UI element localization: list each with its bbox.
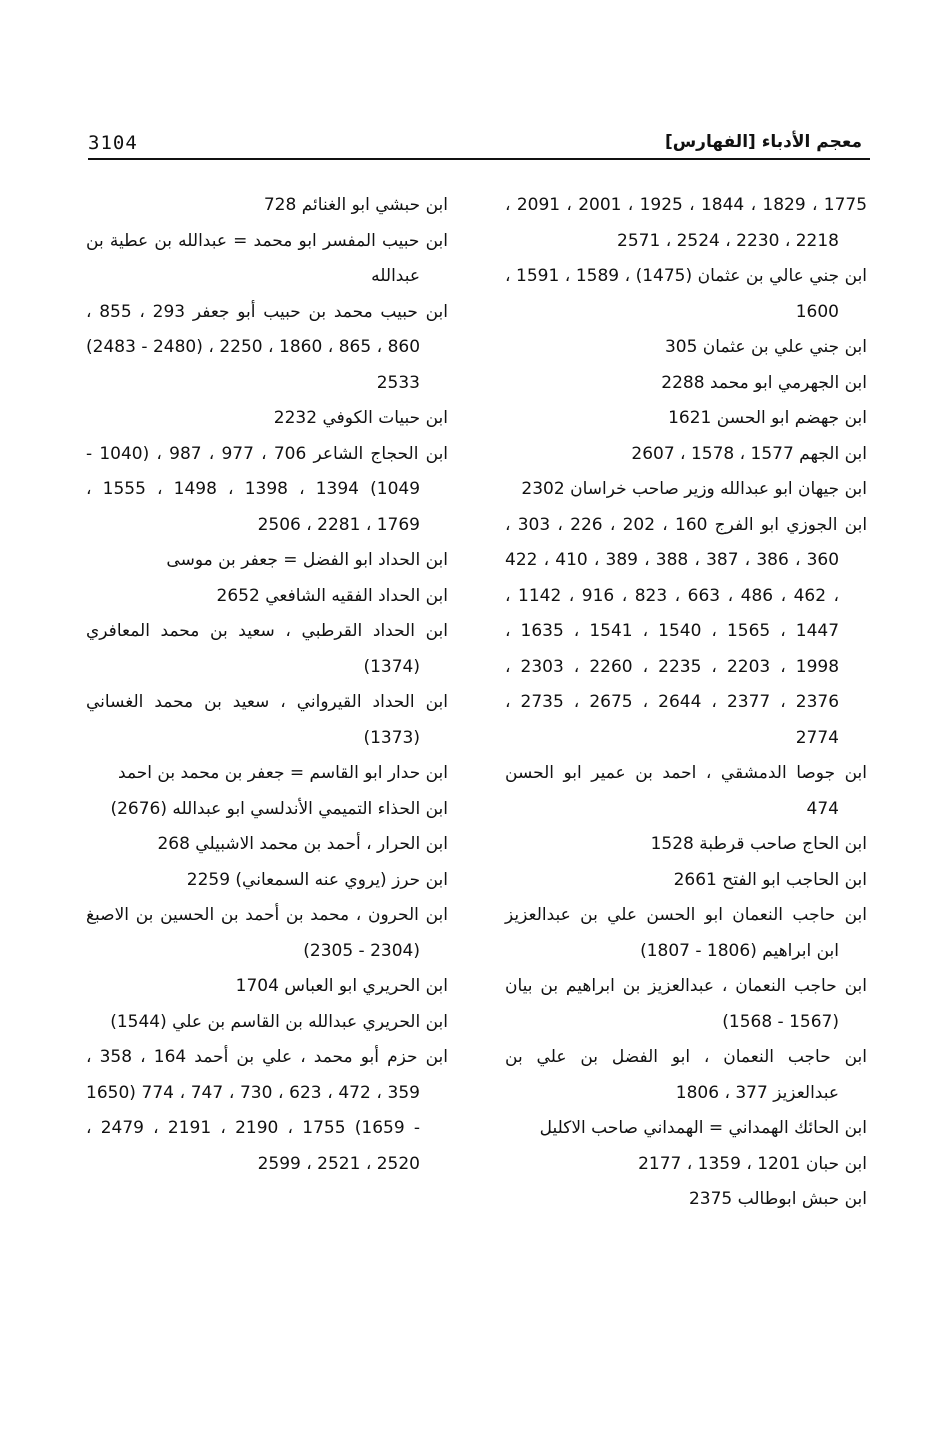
index-entry: ابن الحذاء التميمي الأندلسي ابو عبدالله (2676) (110, 798, 448, 819)
index-column-left (86, 188, 448, 1182)
index-entry: ابن الجهرمي ابو محمد 2288 (661, 372, 867, 393)
index-entry: 1775 ، 1829 ، 1844 ، 1925 ، 2001 ، 2091 ، 2218 ، 2230 ، 2524 ، 2571 (505, 195, 868, 251)
index-entry: ابن حاجب النعمان ابو الحسن علي بن عبدالعزيز ابن ابراهيم (1806 - 1807) (505, 905, 867, 961)
index-entry: ابن جهضم ابو الحسن 1621 (668, 408, 867, 428)
index-entry: ابن حبيب محمد بن حبيب أبو جعفر 293 ، 855 ، 860 ، 865 ، 1860 ، 2250 ، (2480 - 2483) 2533 (86, 301, 449, 393)
page-number: 3104 (88, 132, 138, 154)
index-entry: ابن الحاجب ابو الفتح 2661 (673, 869, 867, 890)
index-entry: ابن حبان 1201 ، 1359 ، 2177 (638, 1153, 867, 1174)
index-entry: ابن الجوزي ابو الفرج 160 ، 202 ، 226 ، 303 ، 360 ، 386 ، 387 ، 388 ، 389 ، 410 ، 422 ، 462 ، 486 ، 663 ، 823 ، 916 ، 1142 ، 1447 ، 1565 ، 1540 ، 1541 ، 1635 ، 1998 ، 2203 ، 2235 ، 2260 ، 2303 ، 2376 ، 2377 ، 2644 ، 2675 ، 2735 ، 2774 (505, 514, 868, 748)
index-entry: ابن حزم أبو محمد ، علي بن أحمد 164 ، 358 ، 359 ، 472 ، 623 ، 730 ، 747 ، 774 (1650 - 1659) 1755 ، 2190 ، 2191 ، 2479 ، 2520 ، 2521 ، 2599 (86, 1047, 448, 1174)
index-entry: ابن الحجاج الشاعر 706 ، 977 ، 987 ، (1040 - 1049) 1394 ، 1398 ، 1498 ، 1555 ، 1769 ، 2281 ، 2506 (86, 443, 449, 535)
index-entry: ابن الحرون ، محمد بن أحمد بن الحسين بن الاصبغ (2304 - 2305) (86, 905, 448, 961)
running-title: معجم الأدباء [الفهارس] (664, 132, 862, 152)
index-entry: ابن جيهان ابو عبدالله وزير صاحب خراسان 2302 (521, 479, 867, 499)
page-header (88, 128, 862, 162)
index-entry: ابن حاجب النعمان ، عبدالعزيز بن ابراهيم بن بيان (1567 - 1568) (505, 976, 867, 1032)
header-rule (88, 158, 870, 160)
index-entry: ابن حبشي ابو الغنائم 728 (263, 195, 448, 215)
index-entry: ابن حرز (يروي عنه السمعاني) 2259 (186, 869, 448, 890)
index-entry: ابن الحرار ، أحمد بن محمد الاشبيلي 268 (157, 834, 448, 854)
index-entry: ابن جوصا الدمشقي ، احمد بن عمير ابو الحسن 474 (505, 763, 867, 819)
index-entry: ابن الحداد الفقيه الشافعي 2652 (216, 585, 448, 606)
index-entry: ابن حبيب المفسر ابو محمد = عبدالله بن عطية بن عبدالله (86, 230, 448, 286)
index-entry: ابن الجهم 1577 ، 1578 ، 2607 (631, 443, 867, 464)
index-entry: ابن الحائك الهمداني = الهمداني صاحب الاكليل (539, 1118, 867, 1138)
index-entry: ابن الحريري عبدالله بن القاسم بن علي (1544) (110, 1011, 448, 1032)
index-entry: ابن الحداد القرطبي ، سعيد بن محمد المعافري (1374) (86, 621, 448, 677)
index-entry: ابن حاجب النعمان ، ابو الفضل بن علي بن عبدالعزيز 377 ، 1806 (505, 1047, 867, 1103)
index-entry: ابن حبيات الكوفي 2232 (273, 408, 448, 428)
index-entry: ابن الحريري ابو العباس 1704 (235, 976, 448, 996)
index-entry: ابن الحاج صاحب قرطبة 1528 (650, 834, 867, 854)
index-entry: ابن الحداد ابو الفضل = جعفر بن موسى (166, 550, 448, 570)
index-entry: ابن جني علي بن عثمان 305 (664, 337, 867, 357)
index-entry: ابن حدار ابو القاسم = جعفر بن محمد بن احمد (118, 763, 448, 783)
index-entry: ابن حبش ابوطالب 2375 (688, 1189, 867, 1209)
index-column-right (505, 188, 867, 1218)
index-entry: ابن الحداد القيرواني ، سعيد بن محمد الغساني (1373) (86, 692, 448, 748)
index-entry: ابن جني عالي بن عثمان (1475) ، 1589 ، 1591 ، 1600 (505, 266, 868, 322)
